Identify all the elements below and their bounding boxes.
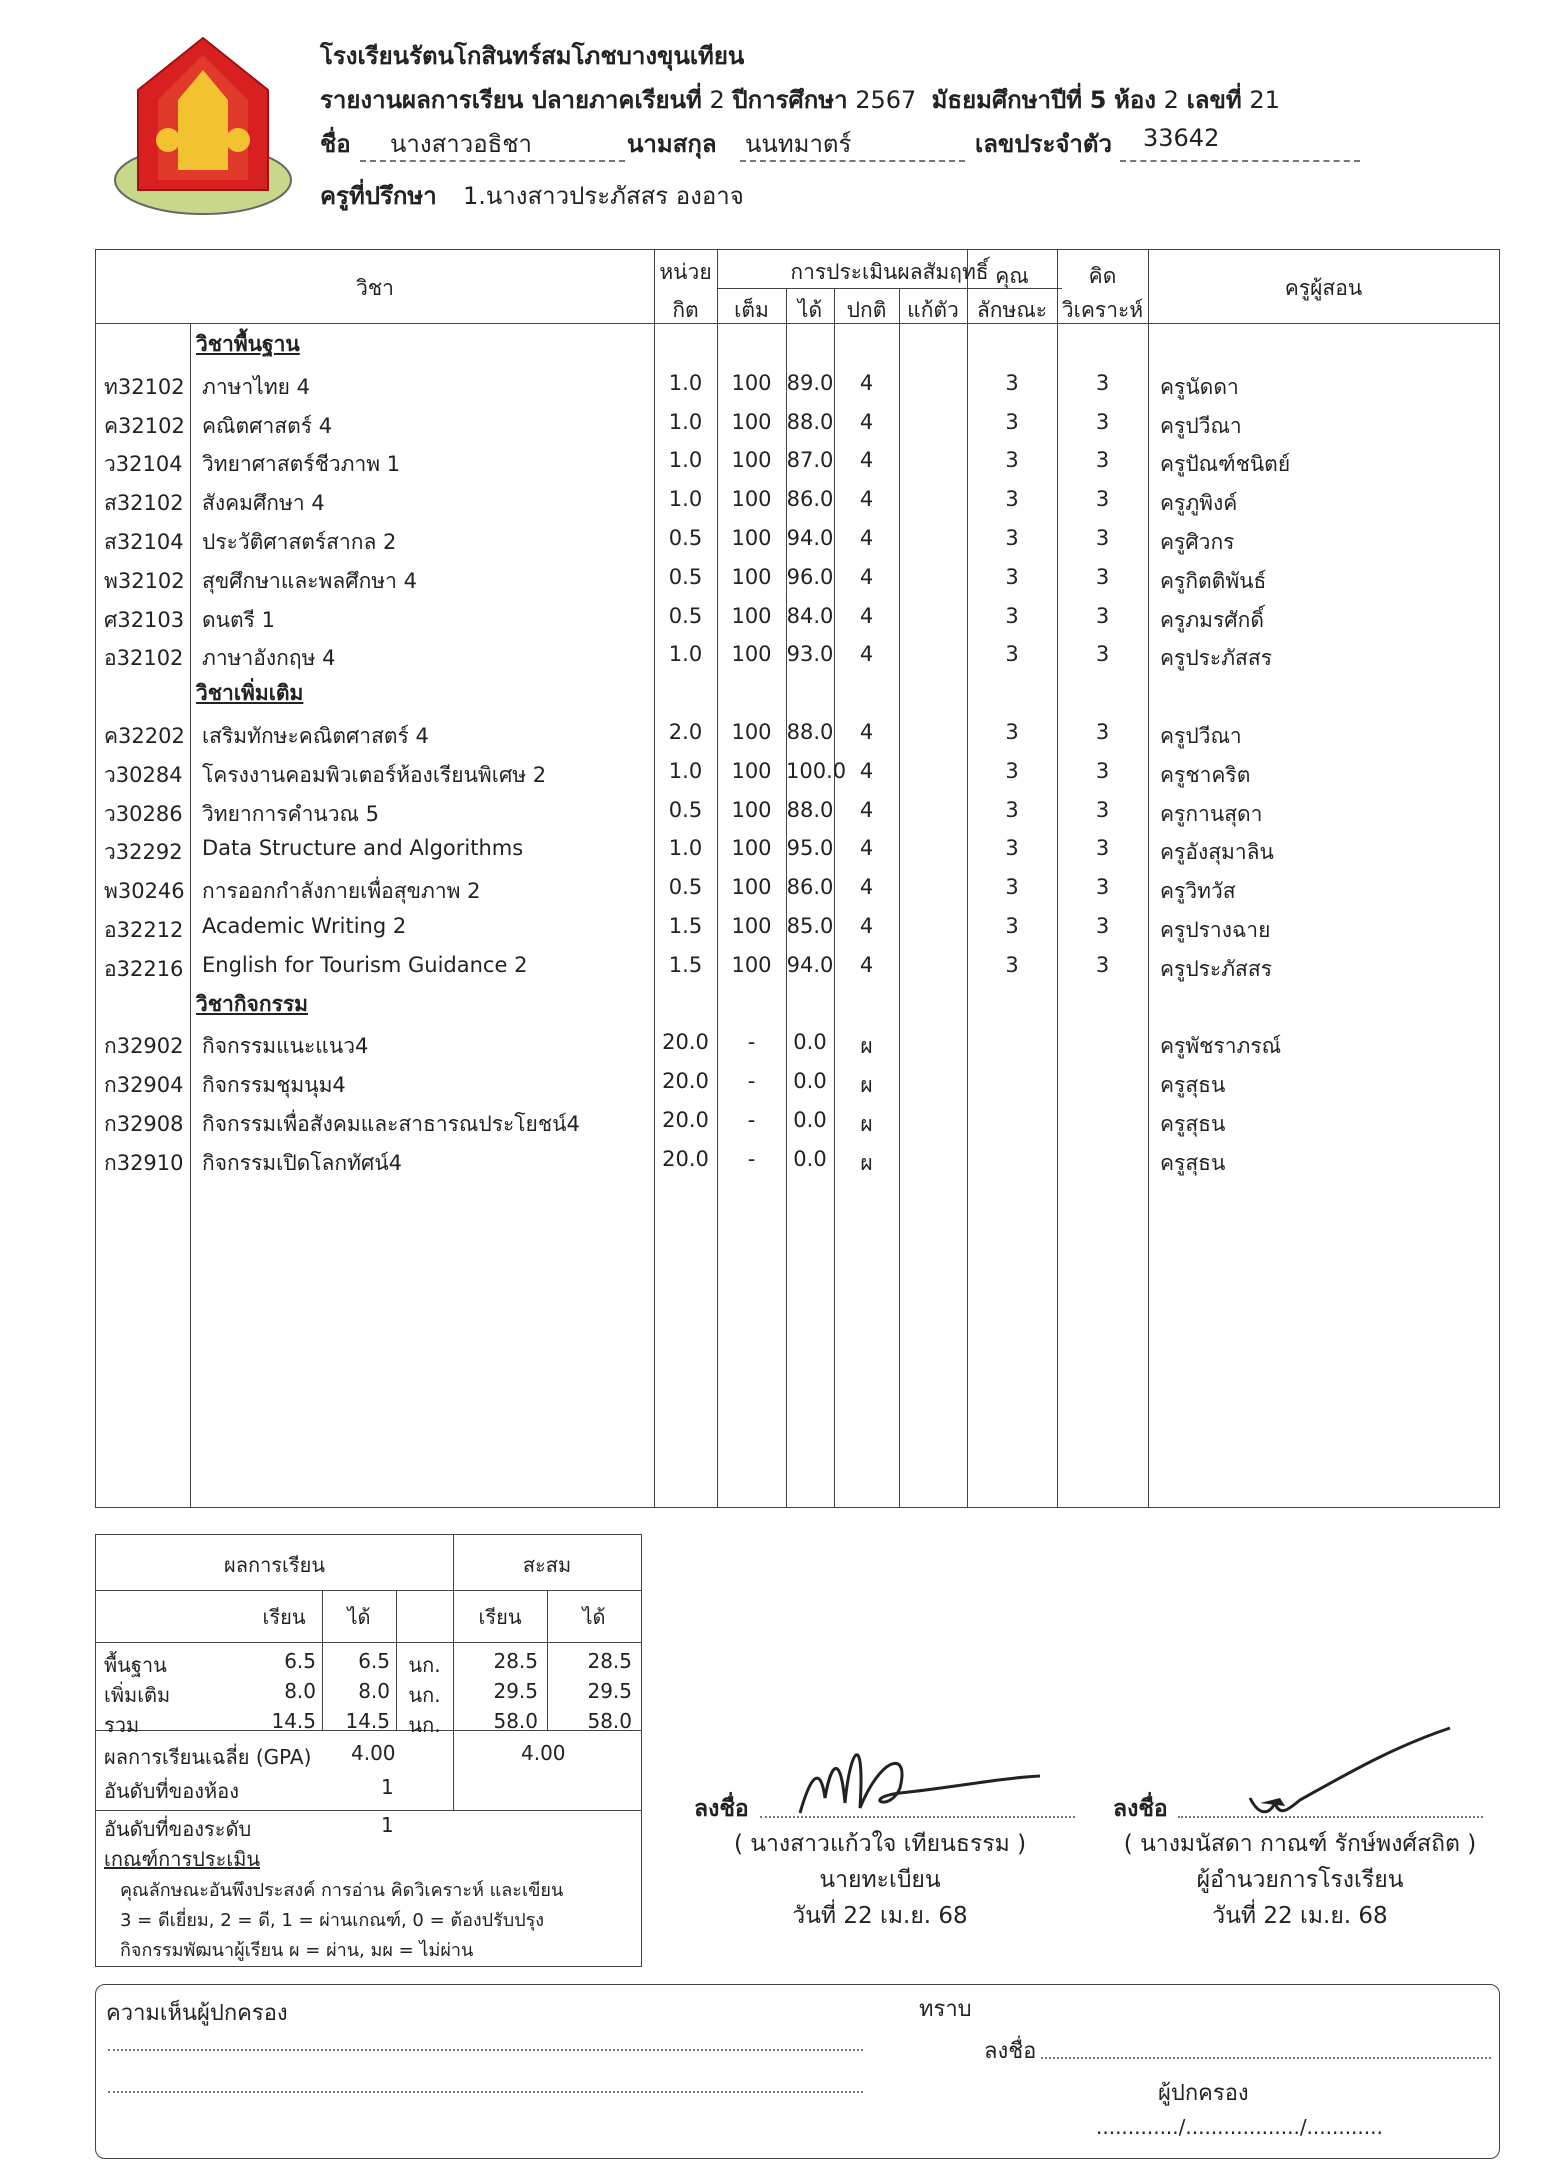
cell-full: 100 (731, 370, 772, 395)
student-surname: นนทมาตร์ (745, 130, 852, 158)
cell-grade: 4 (859, 642, 874, 667)
summary-study: 6.5 (284, 1649, 316, 1673)
cell-char: 3 (1005, 875, 1019, 900)
summary-acc-study-header: เรียน (478, 1605, 522, 1629)
cell-full: 100 (731, 564, 772, 589)
school-name: โรงเรียนรัตนโกสินทร์สมโภชบางขุนเทียน (320, 42, 745, 70)
cell-char: 3 (1005, 952, 1019, 977)
cell-full: 100 (731, 758, 772, 783)
cell-full: - (747, 1108, 756, 1132)
cell-got: 87.0 (786, 448, 834, 473)
id-label: เลขประจำตัว (975, 130, 1112, 158)
cell-teacher: ครูสุธน (1160, 1073, 1226, 1098)
cell-grade: 4 (859, 758, 874, 783)
table-row (96, 753, 1506, 791)
header-think-bottom: วิเคราะห์ (1061, 298, 1144, 322)
rank-room-value: 1 (381, 1775, 394, 1799)
table-row (96, 830, 1506, 868)
summary-got-header: ได้ (347, 1605, 371, 1629)
criteria-line-2: 3 = ดีเยี่ยม, 2 = ดี, 1 = ผ่านเกณฑ์, 0 = ต้องปรับปรุง (120, 1910, 545, 1931)
header-teacher: ครูผู้สอน (1284, 276, 1363, 300)
summary-unit: นก. (408, 1653, 441, 1677)
cell-char: 3 (1005, 797, 1019, 822)
cell-code: อ32216 (104, 956, 184, 981)
cell-got: 88.0 (786, 409, 834, 434)
cell-name: ภาษาอังกฤษ 4 (202, 646, 336, 671)
advisor-name: 1.นางสาวประภัสสร องอาจ (463, 182, 744, 210)
cell-credit: 1.0 (668, 370, 703, 395)
cell-think: 3 (1095, 409, 1110, 434)
cell-char: 3 (1005, 564, 1019, 589)
cell-teacher: ครูศิวกร (1160, 530, 1235, 554)
cell-got: 88.0 (786, 797, 834, 822)
criteria-line-1: คุณลักษณะอันพึงประสงค์ การอ่าน คิดวิเคราะห์ และเขียน (120, 1880, 564, 1901)
cell-full: 100 (731, 720, 772, 744)
cell-code: ก32902 (104, 1034, 184, 1059)
parent-sign-label: ลงชื่อ (984, 2039, 1037, 2064)
table-row (96, 947, 1506, 985)
cell-think: 3 (1095, 526, 1110, 550)
cell-teacher: ครูประภัสสร (1160, 956, 1272, 981)
grade-value: 5 (1089, 86, 1107, 114)
cell-name: กิจกรรมแนะแนว4 (202, 1034, 369, 1059)
cell-got: 89.0 (786, 370, 834, 395)
parent-comment-line-1 (108, 2049, 863, 2051)
cell-name: สังคมศึกษา 4 (202, 491, 325, 516)
table-row (96, 481, 1506, 519)
header-revised: แก้ตัว (907, 298, 959, 322)
cell-name: กิจกรรมชุมนุม4 (202, 1073, 346, 1098)
cell-got: 96.0 (786, 564, 834, 589)
cell-got: 95.0 (786, 836, 834, 861)
registrar-name: ( นางสาวแก้วใจ เทียนธรรม ) (733, 1831, 1027, 1857)
cell-name: กิจกรรมเปิดโลกทัศน์4 (202, 1150, 403, 1175)
cell-code: ท32102 (104, 374, 185, 399)
cell-teacher: ครูภมรศักดิ์ (1160, 607, 1264, 632)
cell-full: - (747, 1030, 756, 1055)
cell-grade: 4 (859, 370, 874, 395)
header-char-top: คุณ (995, 264, 1029, 288)
cell-got: 93.0 (786, 642, 834, 667)
gpa-label: ผลการเรียนเฉลี่ย (GPA) (104, 1745, 312, 1769)
table-row (96, 1024, 1506, 1062)
cell-got: 86.0 (786, 487, 834, 512)
summary-got: 6.5 (358, 1649, 390, 1673)
cell-code: ว30286 (104, 801, 183, 826)
cell-think: 3 (1095, 448, 1110, 473)
summary-unit: นก. (408, 1713, 441, 1737)
id-underline (1120, 160, 1360, 162)
parent-sign-line (1041, 2057, 1491, 2059)
school-logo (108, 30, 298, 220)
table-row (96, 1063, 1506, 1101)
cell-credit: 0.5 (668, 603, 703, 628)
cell-teacher: ครูอังสุมาลิน (1160, 840, 1274, 865)
cell-code: ว30284 (104, 762, 183, 787)
cell-grade: 4 (859, 952, 874, 977)
cell-grade: 4 (859, 564, 874, 589)
cell-credit: 1.0 (668, 758, 703, 783)
cell-grade: 4 (859, 914, 874, 938)
semester-value: 2 (709, 86, 725, 114)
header-credit-bottom: กิต (672, 298, 699, 322)
header-subject: วิชา (356, 276, 394, 300)
rank-level-label: อันดับที่ของระดับ (104, 1817, 252, 1841)
cell-full: 100 (731, 797, 772, 822)
director-sign-label: ลงชื่อ (1113, 1796, 1168, 1822)
table-row (96, 404, 1506, 442)
cell-code: อ32102 (104, 646, 184, 671)
director-position: ผู้อำนวยการโรงเรียน (1196, 1867, 1404, 1893)
director-name: ( นางมนัสดา กาณฑ์ รักษ์พงศ์สถิต ) (1123, 1831, 1477, 1857)
cell-credit: 2.0 (668, 720, 703, 744)
cell-name: กิจกรรมเพื่อสังคมและสาธารณประโยชน์4 (202, 1112, 580, 1136)
cell-think: 3 (1095, 952, 1110, 977)
parent-comment-line-2 (108, 2091, 863, 2093)
gpa-accum-value: 4.00 (521, 1741, 566, 1765)
cell-grade: ผ (860, 1073, 873, 1098)
header-think-top: คิด (1088, 264, 1117, 288)
table-row (96, 1102, 1506, 1140)
cell-grade: 4 (859, 487, 874, 512)
registrar-signature (790, 1718, 1050, 1828)
cell-got: 0.0 (793, 1069, 827, 1094)
cell-think: 3 (1095, 758, 1110, 783)
cell-credit: 1.0 (668, 487, 703, 512)
advisor-label: ครูที่ปรึกษา (320, 182, 437, 210)
cell-full: 100 (731, 603, 772, 628)
cell-full: - (747, 1146, 756, 1171)
table-row (96, 714, 1506, 752)
cell-name: คณิตศาสตร์ 4 (202, 413, 333, 438)
cell-code: ว32292 (104, 840, 183, 865)
report-line (320, 80, 1280, 119)
section-title: วิชากิจกรรม (196, 991, 308, 1016)
cell-grade: 4 (859, 603, 874, 628)
cell-credit: 0.5 (668, 797, 703, 822)
header-got: ได้ (797, 298, 823, 322)
table-row (96, 559, 1506, 597)
cell-credit: 1.0 (668, 448, 703, 473)
summary-acc-study: 58.0 (493, 1709, 538, 1733)
cell-got: 94.0 (786, 952, 834, 977)
parent-date-line: ............./................../............ (1096, 2115, 1383, 2139)
cell-teacher: ครูวิทวัส (1160, 879, 1236, 904)
cell-name: English for Tourism Guidance 2 (202, 952, 528, 977)
no-value: 21 (1249, 86, 1280, 114)
cell-got: 0.0 (793, 1146, 827, 1171)
cell-full: 100 (731, 526, 772, 550)
cell-name: Academic Writing 2 (202, 914, 407, 938)
cell-full: 100 (731, 952, 772, 977)
cell-full: 100 (731, 914, 772, 938)
cell-full: 100 (731, 642, 772, 667)
cell-char: 3 (1005, 487, 1019, 512)
cell-code: ค32202 (104, 724, 185, 748)
registrar-sign-label: ลงชื่อ (694, 1796, 749, 1822)
cell-credit: 0.5 (668, 875, 703, 900)
registrar-position: นายทะเบียน (819, 1867, 941, 1893)
cell-think: 3 (1095, 642, 1110, 667)
cell-code: ก32904 (104, 1073, 184, 1098)
cell-credit: 1.5 (668, 914, 703, 938)
cell-teacher: ครูชาคริต (1160, 762, 1251, 787)
cell-code: ก32910 (104, 1150, 184, 1175)
section-title: วิชาเพิ่มเติม (196, 681, 304, 706)
cell-name: วิทยาการคำนวณ 5 (202, 801, 380, 826)
summary-accum-header: สะสม (522, 1553, 572, 1577)
cell-grade: 4 (859, 875, 874, 900)
table-row (96, 598, 1506, 636)
table-row (96, 792, 1506, 830)
cell-teacher: ครูกานสุดา (1160, 801, 1263, 826)
cell-char: 3 (1005, 526, 1019, 550)
summary-acc-got: 58.0 (587, 1709, 632, 1733)
grades-table (95, 249, 1500, 1508)
cell-char: 3 (1005, 448, 1019, 473)
header-assessment: การประเมินผลสัมฤทธิ์ (790, 260, 989, 284)
cell-full: 100 (731, 875, 772, 900)
cell-think: 3 (1095, 875, 1110, 900)
cell-full: 100 (731, 487, 772, 512)
parent-role: ผู้ปกครอง (1158, 2081, 1249, 2106)
cell-name: ประวัติศาสตร์สากล 2 (202, 530, 397, 554)
rank-room-label: อันดับที่ของห้อง (104, 1779, 239, 1803)
student-id: 33642 (1143, 124, 1220, 152)
cell-credit: 1.0 (668, 409, 703, 434)
cell-char: 3 (1005, 409, 1019, 434)
cell-got: 94.0 (786, 526, 834, 550)
cell-think: 3 (1095, 797, 1110, 822)
header-credit-top: หน่วย (659, 260, 712, 284)
cell-code: พ30246 (104, 879, 185, 904)
cell-teacher: ครูนัดดา (1160, 374, 1239, 399)
cell-think: 3 (1095, 603, 1110, 628)
cell-grade: 4 (859, 526, 874, 550)
cell-got: 85.0 (786, 914, 834, 938)
criteria-label: เกณฑ์การประเมิน (104, 1847, 261, 1871)
grade-label: มัธยมศึกษาปีที่ (931, 86, 1083, 114)
name-label: ชื่อ (320, 130, 351, 158)
cell-teacher: ครูปรางฉาย (1160, 918, 1271, 942)
director-signature (1240, 1718, 1460, 1828)
cell-grade: 4 (859, 836, 874, 861)
header-char-bottom: ลักษณะ (976, 298, 1048, 322)
cell-credit: 1.0 (668, 836, 703, 861)
cell-credit: 20.0 (662, 1069, 709, 1094)
cell-char: 3 (1005, 758, 1019, 783)
cell-code: อ32212 (104, 918, 184, 942)
parent-ack-label: ทราบ (919, 1997, 972, 2022)
cell-full: 100 (731, 448, 772, 473)
summary-label: พื้นฐาน (104, 1653, 167, 1677)
cell-credit: 20.0 (662, 1030, 709, 1055)
registrar-date: วันที่ 22 เม.ย. 68 (792, 1903, 968, 1929)
room-value: 2 (1163, 86, 1179, 114)
cell-got: 88.0 (786, 720, 834, 744)
summary-acc-got-header: ได้ (582, 1605, 606, 1629)
cell-char: 3 (1005, 603, 1019, 628)
cell-char: 3 (1005, 370, 1019, 395)
table-row (96, 636, 1506, 674)
cell-grade: ผ (860, 1034, 873, 1059)
year-value: 2567 (855, 86, 917, 114)
cell-got: 0.0 (793, 1030, 827, 1055)
header-normal: ปกติ (846, 298, 887, 322)
cell-teacher: ครูสุธน (1160, 1112, 1226, 1136)
cell-name: โครงงานคอมพิวเตอร์ห้องเรียนพิเศษ 2 (202, 762, 547, 787)
table-row (96, 520, 1506, 558)
cell-think: 3 (1095, 370, 1110, 395)
table-row (96, 1141, 1506, 1179)
cell-credit: 0.5 (668, 564, 703, 589)
summary-got: 8.0 (358, 1679, 390, 1703)
header-full: เต็ม (734, 298, 769, 322)
summary-label: เพิ่มเติม (104, 1683, 171, 1707)
gpa-value: 4.00 (351, 1741, 396, 1765)
cell-char: 3 (1005, 720, 1019, 744)
summary-acc-got: 28.5 (587, 1649, 632, 1673)
cell-teacher: ครูพัชราภรณ์ (1160, 1034, 1282, 1059)
no-label: เลขที่ (1186, 86, 1242, 114)
summary-acc-study: 28.5 (493, 1649, 538, 1673)
summary-results-header: ผลการเรียน (223, 1553, 326, 1577)
cell-code: ส32104 (104, 530, 184, 554)
summary-acc-study: 29.5 (493, 1679, 538, 1703)
section-title: วิชาพื้นฐาน (196, 332, 300, 356)
cell-think: 3 (1095, 564, 1110, 589)
student-name: นางสาวอธิชา (390, 130, 533, 158)
cell-teacher: ครูปัณฑ์ชนิตย์ (1160, 452, 1291, 477)
cell-grade: ผ (860, 1150, 873, 1175)
cell-char: 3 (1005, 642, 1019, 667)
cell-code: ว32104 (104, 452, 183, 477)
cell-full: - (747, 1069, 756, 1094)
summary-unit: นก. (408, 1683, 441, 1707)
surname-label: นามสกุล (627, 130, 717, 158)
cell-grade: 4 (859, 797, 874, 822)
cell-teacher: ครูภูพิงค์ (1160, 491, 1238, 516)
cell-credit: 20.0 (662, 1146, 709, 1171)
cell-grade: 4 (859, 720, 874, 744)
room-label: ห้อง (1114, 86, 1156, 114)
cell-grade: 4 (859, 409, 874, 434)
cell-code: ศ32103 (104, 607, 185, 632)
cell-full: 100 (731, 836, 772, 861)
cell-think: 3 (1095, 914, 1110, 938)
cell-think: 3 (1095, 487, 1110, 512)
cell-code: ค32102 (104, 413, 185, 438)
cell-teacher: ครูปวีณา (1160, 724, 1242, 748)
cell-name: Data Structure and Algorithms (202, 836, 524, 861)
parent-box (95, 1984, 1500, 2159)
table-row (96, 365, 1506, 403)
cell-full: 100 (731, 409, 772, 434)
table-row (96, 908, 1506, 946)
cell-got: 86.0 (786, 875, 834, 900)
cell-teacher: ครูประภัสสร (1160, 646, 1272, 671)
cell-name: ดนตรี 1 (202, 607, 275, 632)
cell-teacher: ครูปวีณา (1160, 413, 1242, 438)
summary-label: รวม (104, 1713, 140, 1737)
cell-grade: 4 (859, 448, 874, 473)
cell-got: 84.0 (786, 603, 834, 628)
rank-level-value: 1 (381, 1813, 394, 1837)
name-underline (360, 160, 625, 162)
director-date: วันที่ 22 เม.ย. 68 (1212, 1903, 1388, 1929)
summary-acc-got: 29.5 (587, 1679, 632, 1703)
year-label: ปีการศึกษา (732, 86, 848, 114)
table-row (96, 869, 1506, 907)
cell-credit: 1.0 (668, 642, 703, 667)
report-title: รายงานผลการเรียน ปลายภาคเรียนที่ (320, 86, 702, 114)
cell-char: 3 (1005, 836, 1019, 861)
cell-think: 3 (1095, 720, 1110, 744)
cell-char: 3 (1005, 914, 1019, 938)
parent-comment-label: ความเห็นผู้ปกครอง (106, 2001, 288, 2026)
cell-credit: 20.0 (662, 1108, 709, 1132)
cell-teacher: ครูสุธน (1160, 1150, 1226, 1175)
summary-study-header: เรียน (262, 1605, 306, 1629)
cell-code: พ32102 (104, 568, 185, 593)
cell-credit: 0.5 (668, 526, 703, 550)
summary-study: 8.0 (284, 1679, 316, 1703)
cell-name: วิทยาศาสตร์ชีวภาพ 1 (202, 452, 401, 477)
cell-name: การออกกำลังกายเพื่อสุขภาพ 2 (202, 879, 481, 904)
cell-code: ก32908 (104, 1112, 184, 1136)
cell-think: 3 (1095, 836, 1110, 861)
table-row (96, 442, 1506, 480)
cell-got: 0.0 (793, 1108, 827, 1132)
cell-name: สุขศึกษาและพลศึกษา 4 (202, 568, 417, 593)
summary-got: 14.5 (345, 1709, 390, 1733)
criteria-line-3: กิจกรรมพัฒนาผู้เรียน ผ = ผ่าน, มผ = ไม่ผ่าน (120, 1940, 474, 1961)
cell-name: ภาษาไทย 4 (202, 374, 311, 399)
summary-study: 14.5 (271, 1709, 316, 1733)
cell-teacher: ครูกิตติพันธ์ (1160, 568, 1267, 593)
surname-underline (740, 160, 965, 162)
cell-got: 100.0 (786, 758, 847, 783)
cell-code: ส32102 (104, 491, 184, 516)
cell-grade: ผ (860, 1112, 873, 1136)
cell-name: เสริมทักษะคณิตศาสตร์ 4 (202, 724, 429, 748)
summary-table (95, 1534, 642, 1967)
cell-credit: 1.5 (668, 952, 703, 977)
